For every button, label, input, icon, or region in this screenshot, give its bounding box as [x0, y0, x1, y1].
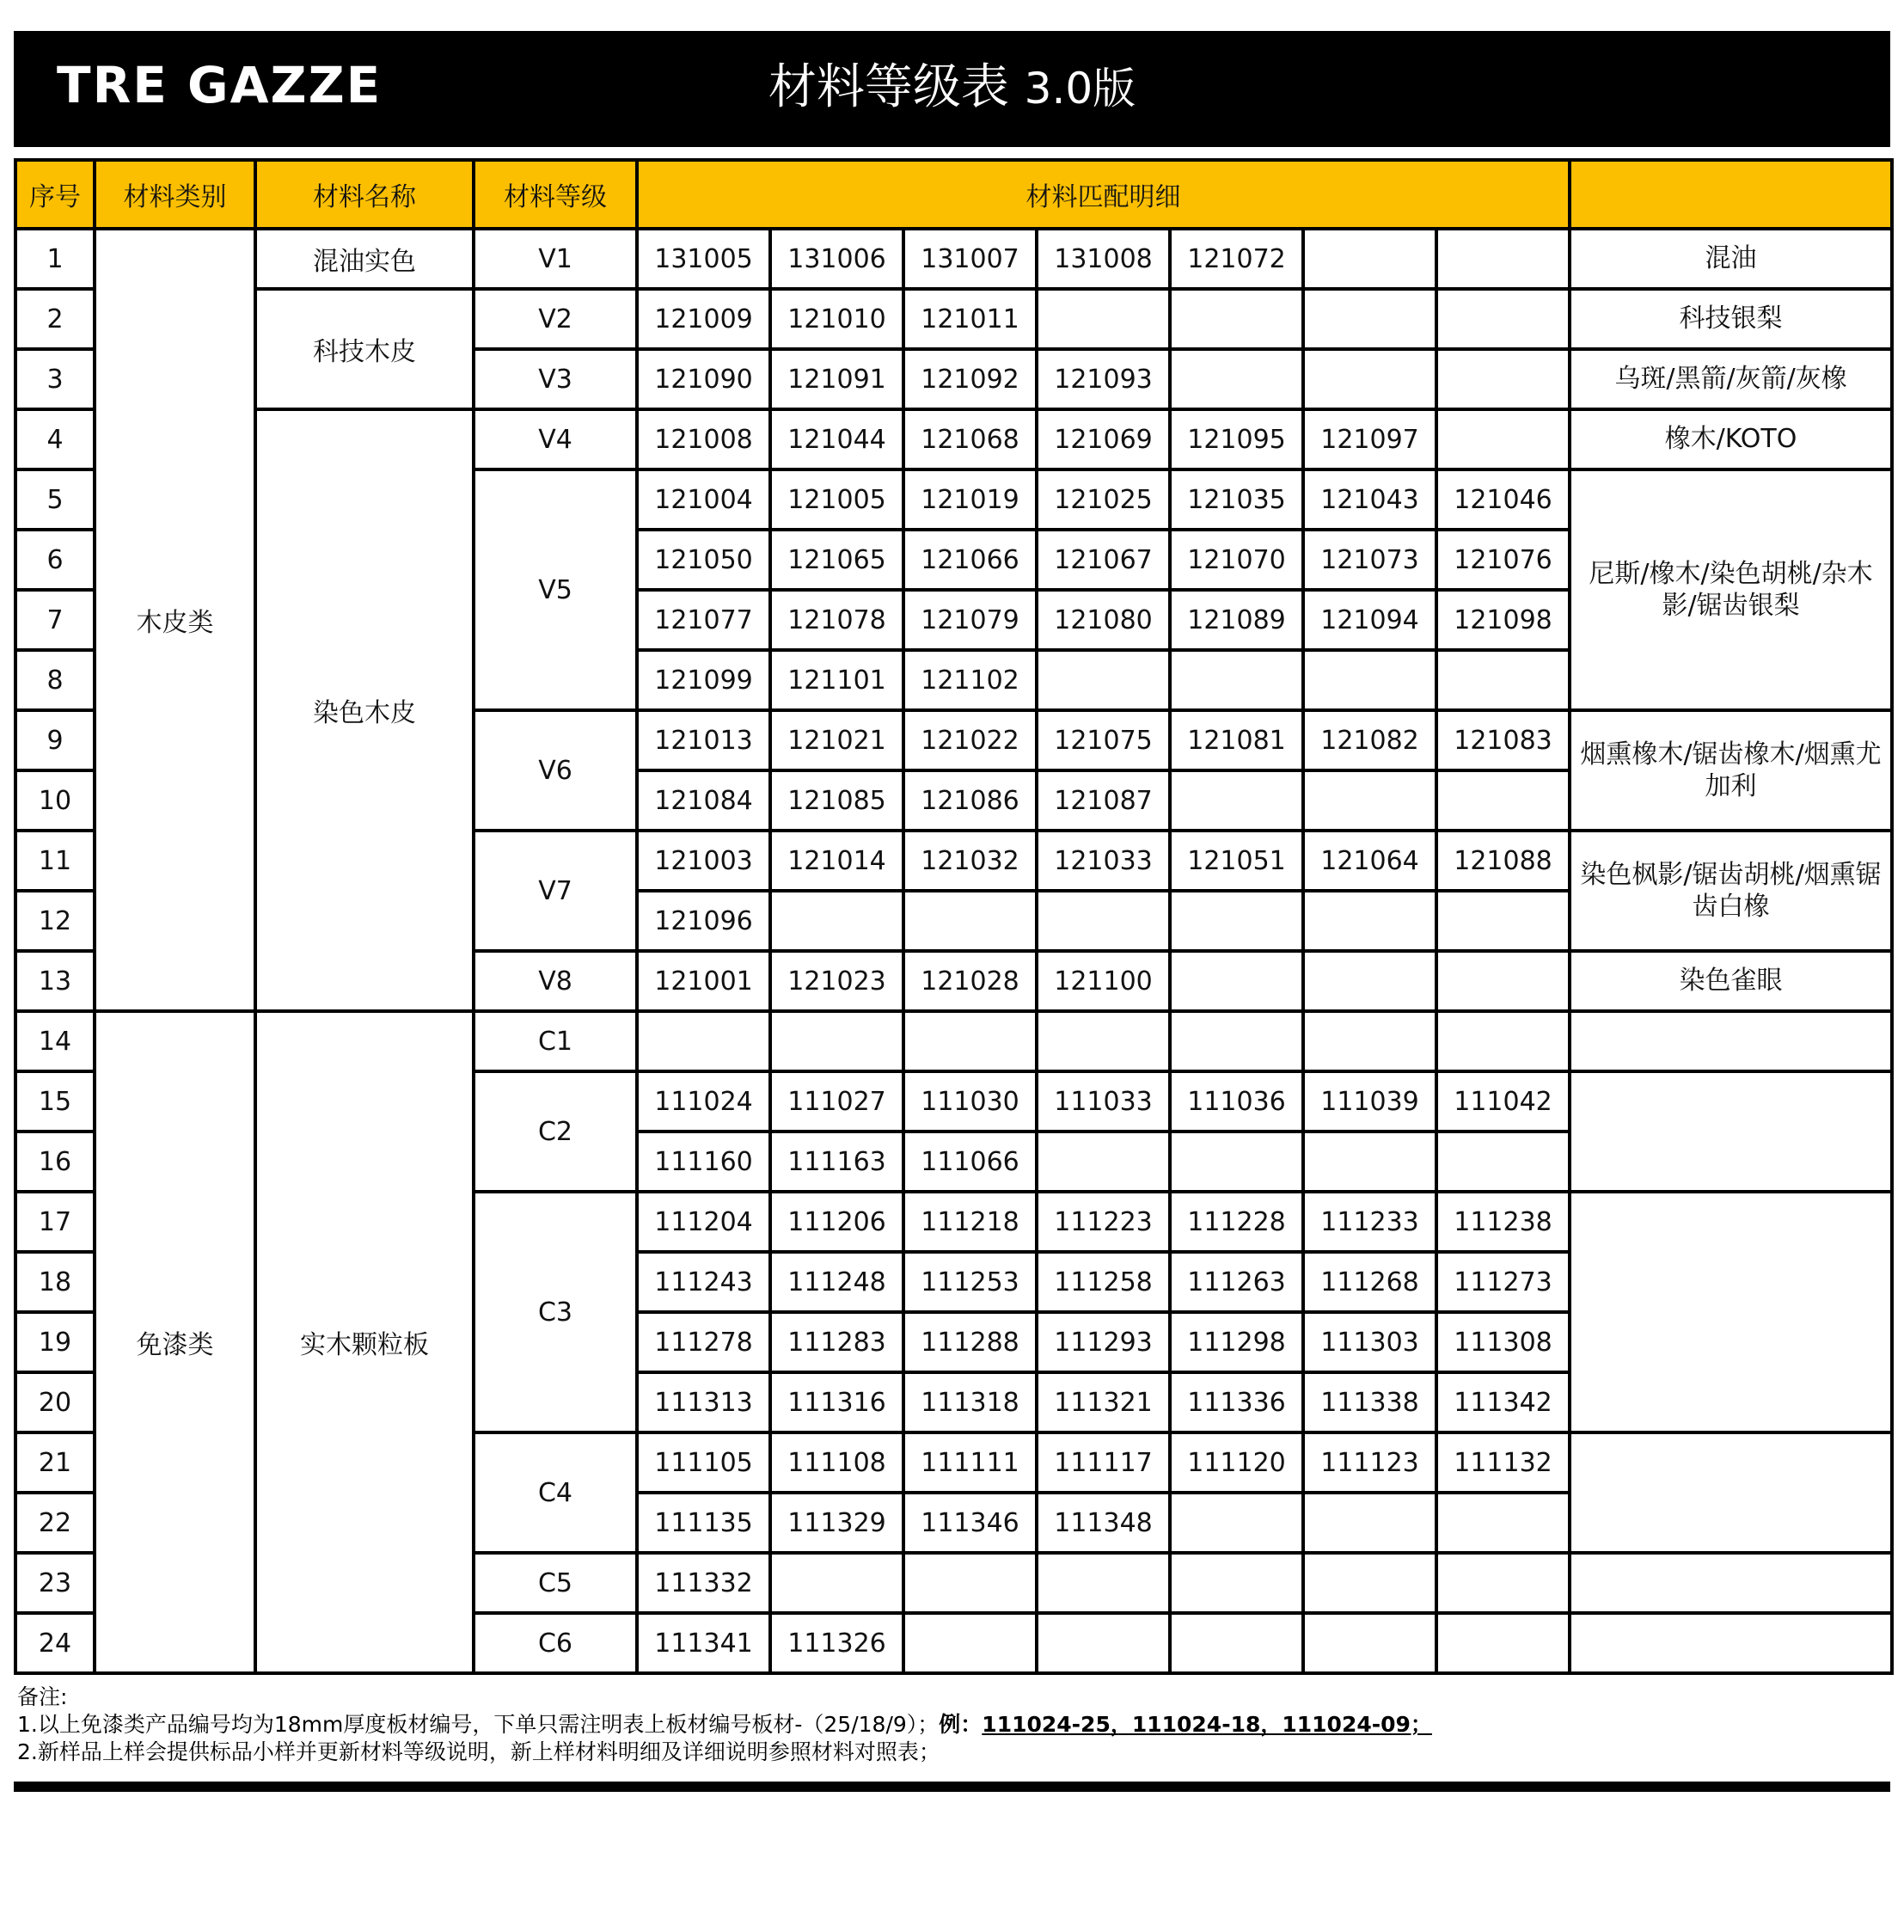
material-code-cell [1170, 1553, 1303, 1613]
material-code-cell [1436, 1613, 1570, 1673]
material-code-cell [1436, 1493, 1570, 1553]
material-code-cell: 111206 [770, 1192, 903, 1252]
row-number: 7 [15, 590, 95, 650]
material-code-cell: 121072 [1170, 229, 1303, 289]
material-code-cell: 111042 [1436, 1071, 1570, 1132]
material-code-cell [1436, 289, 1570, 349]
material-code-cell: 131005 [637, 229, 770, 289]
table-body [15, 229, 1892, 1673]
row-number: 23 [15, 1553, 95, 1613]
note-cell: 乌斑/黑箭/灰箭/灰橡 [1570, 349, 1892, 409]
material-name-cell: 实木颗粒板 [255, 1011, 474, 1673]
material-code-cell: 121009 [637, 289, 770, 349]
grade-cell: V4 [474, 409, 637, 469]
row-number: 12 [15, 891, 95, 951]
material-code-cell: 121046 [1436, 469, 1570, 530]
material-code-cell: 121081 [1170, 710, 1303, 770]
material-code-cell: 121087 [1037, 770, 1170, 831]
row-number: 18 [15, 1252, 95, 1312]
grade-cell: V7 [474, 831, 637, 951]
material-code-cell: 111303 [1303, 1312, 1436, 1372]
material-code-cell: 121092 [903, 349, 1037, 409]
grade-cell: V6 [474, 710, 637, 831]
material-code-cell: 121001 [637, 951, 770, 1011]
material-code-cell: 111204 [637, 1192, 770, 1252]
grade-cell: C3 [474, 1192, 637, 1432]
note-cell: 染色雀眼 [1570, 951, 1892, 1011]
material-code-cell: 121011 [903, 289, 1037, 349]
material-code-cell: 111338 [1303, 1372, 1436, 1432]
material-code-cell: 111308 [1436, 1312, 1570, 1372]
material-code-cell: 121099 [637, 650, 770, 710]
material-code-cell [1303, 891, 1436, 951]
material-code-cell [637, 1011, 770, 1071]
material-code-cell [1037, 1613, 1170, 1673]
material-code-cell: 121080 [1037, 590, 1170, 650]
material-code-cell: 111160 [637, 1132, 770, 1192]
material-code-cell: 111288 [903, 1312, 1037, 1372]
material-code-cell: 121075 [1037, 710, 1170, 770]
header-no: 序号 [15, 160, 95, 229]
material-code-cell: 121019 [903, 469, 1037, 530]
header-category: 材料类别 [95, 160, 255, 229]
note-cell: 橡木/KOTO [1570, 409, 1892, 469]
material-code-cell: 111238 [1436, 1192, 1570, 1252]
material-code-cell: 121032 [903, 831, 1037, 891]
material-code-cell: 111253 [903, 1252, 1037, 1312]
material-code-cell [1436, 650, 1570, 710]
logo-text: TRE GAZZE [57, 56, 383, 114]
material-code-cell: 111346 [903, 1493, 1037, 1553]
material-name-cell: 染色木皮 [255, 409, 474, 1011]
note-cell [1570, 1011, 1892, 1071]
material-code-cell: 111218 [903, 1192, 1037, 1252]
note-cell: 混油 [1570, 229, 1892, 289]
material-code-cell: 121065 [770, 530, 903, 590]
material-code-cell [1303, 770, 1436, 831]
material-code-cell [1303, 1132, 1436, 1192]
material-code-cell: 111030 [903, 1071, 1037, 1132]
table-header-row [15, 160, 1892, 229]
row-number: 5 [15, 469, 95, 530]
material-code-cell: 121069 [1037, 409, 1170, 469]
note-cell: 染色枫影/锯齿胡桃/烟熏锯齿白橡 [1570, 831, 1892, 951]
material-code-cell: 111105 [637, 1432, 770, 1493]
material-code-cell: 121083 [1436, 710, 1570, 770]
material-code-cell: 121023 [770, 951, 903, 1011]
material-code-cell [1303, 650, 1436, 710]
material-code-cell: 111326 [770, 1613, 903, 1673]
material-code-cell [1303, 349, 1436, 409]
note-cell: 尼斯/橡木/染色胡桃/杂木影/锯齿银梨 [1570, 469, 1892, 710]
material-code-cell [770, 891, 903, 951]
material-code-cell [903, 1011, 1037, 1071]
material-code-cell [1170, 1493, 1303, 1553]
header-details: 材料匹配明细 [637, 160, 1570, 229]
material-code-cell: 111342 [1436, 1372, 1570, 1432]
grade-cell: C5 [474, 1553, 637, 1613]
material-code-cell: 121003 [637, 831, 770, 891]
category-cell: 木皮类 [95, 229, 255, 1011]
material-code-cell [1436, 1011, 1570, 1071]
material-code-cell [1436, 229, 1570, 289]
row-number: 22 [15, 1493, 95, 1553]
material-code-cell: 111163 [770, 1132, 903, 1192]
row-number: 11 [15, 831, 95, 891]
material-code-cell [1170, 650, 1303, 710]
material-code-cell: 121093 [1037, 349, 1170, 409]
material-code-cell [1170, 770, 1303, 831]
material-name-cell: 混油实色 [255, 229, 474, 289]
grade-cell: V1 [474, 229, 637, 289]
material-code-cell: 111329 [770, 1493, 903, 1553]
material-code-cell: 121004 [637, 469, 770, 530]
material-code-cell: 121088 [1436, 831, 1570, 891]
remarks [17, 1684, 1883, 1766]
material-code-cell [1170, 1132, 1303, 1192]
material-code-cell: 111033 [1037, 1071, 1170, 1132]
material-code-cell [1037, 1011, 1170, 1071]
material-code-cell: 111321 [1037, 1372, 1170, 1432]
remarks-line-1-text: 1.以上免漆类产品编号均为18mm厚度板材编号，下单只需注明表上板材编号板材-（25/18/9）； [17, 1712, 940, 1737]
material-code-cell: 111293 [1037, 1312, 1170, 1372]
material-code-cell [1436, 891, 1570, 951]
row-number: 20 [15, 1372, 95, 1432]
material-code-cell: 111316 [770, 1372, 903, 1432]
material-code-cell: 111108 [770, 1432, 903, 1493]
material-code-cell: 111341 [637, 1613, 770, 1673]
material-code-cell [1170, 349, 1303, 409]
bottom-rule [14, 1782, 1890, 1792]
material-code-cell: 111123 [1303, 1432, 1436, 1493]
material-code-cell [1436, 1553, 1570, 1613]
row-number: 21 [15, 1432, 95, 1493]
material-code-cell: 111336 [1170, 1372, 1303, 1432]
material-code-cell [1303, 1553, 1436, 1613]
row-number: 6 [15, 530, 95, 590]
material-code-cell: 121079 [903, 590, 1037, 650]
material-code-cell: 121101 [770, 650, 903, 710]
material-code-cell: 111039 [1303, 1071, 1436, 1132]
material-code-cell [1436, 409, 1570, 469]
note-cell [1570, 1553, 1892, 1613]
material-code-cell: 121010 [770, 289, 903, 349]
material-code-cell [1170, 951, 1303, 1011]
material-code-cell: 121095 [1170, 409, 1303, 469]
row-number: 16 [15, 1132, 95, 1192]
grade-cell: C1 [474, 1011, 637, 1071]
material-code-cell: 121064 [1303, 831, 1436, 891]
material-name-cell: 科技木皮 [255, 289, 474, 409]
material-code-cell [1170, 1613, 1303, 1673]
material-code-cell: 111278 [637, 1312, 770, 1372]
material-code-cell: 111258 [1037, 1252, 1170, 1312]
note-cell [1570, 1432, 1892, 1553]
material-code-cell: 121084 [637, 770, 770, 831]
material-code-cell: 111135 [637, 1493, 770, 1553]
note-cell: 科技银梨 [1570, 289, 1892, 349]
material-code-cell: 121094 [1303, 590, 1436, 650]
material-code-cell: 131006 [770, 229, 903, 289]
material-code-cell [1303, 229, 1436, 289]
material-code-cell: 111248 [770, 1252, 903, 1312]
grade-cell: C4 [474, 1432, 637, 1553]
material-code-cell: 111036 [1170, 1071, 1303, 1132]
material-code-cell: 121008 [637, 409, 770, 469]
note-cell [1570, 1192, 1892, 1432]
row-number: 15 [15, 1071, 95, 1132]
note-cell: 烟熏橡木/锯齿橡木/烟熏尤加利 [1570, 710, 1892, 831]
material-code-cell: 111268 [1303, 1252, 1436, 1312]
material-code-cell: 121073 [1303, 530, 1436, 590]
material-code-cell: 121051 [1170, 831, 1303, 891]
material-code-cell: 121025 [1037, 469, 1170, 530]
grade-cell: V8 [474, 951, 637, 1011]
material-code-cell: 131007 [903, 229, 1037, 289]
category-cell: 免漆类 [95, 1011, 255, 1673]
material-code-cell [1037, 1132, 1170, 1192]
remarks-heading: 备注: [17, 1684, 68, 1709]
material-code-cell: 121021 [770, 710, 903, 770]
material-code-cell: 121044 [770, 409, 903, 469]
material-code-cell: 111243 [637, 1252, 770, 1312]
material-code-cell: 111066 [903, 1132, 1037, 1192]
grade-cell: V5 [474, 469, 637, 710]
row-number: 2 [15, 289, 95, 349]
note-cell [1570, 1071, 1892, 1192]
material-code-cell: 111332 [637, 1553, 770, 1613]
grade-cell: V3 [474, 349, 637, 409]
material-code-cell: 121022 [903, 710, 1037, 770]
row-number: 14 [15, 1011, 95, 1071]
material-code-cell [1436, 951, 1570, 1011]
material-code-cell: 121033 [1037, 831, 1170, 891]
grade-cell: C6 [474, 1613, 637, 1673]
header-bar [14, 31, 1890, 147]
grade-cell: V2 [474, 289, 637, 349]
material-grade-table [14, 158, 1894, 1675]
material-code-cell: 121078 [770, 590, 903, 650]
material-code-cell: 111027 [770, 1071, 903, 1132]
material-code-cell: 121102 [903, 650, 1037, 710]
material-code-cell: 111233 [1303, 1192, 1436, 1252]
material-code-cell: 121082 [1303, 710, 1436, 770]
material-code-cell: 121090 [637, 349, 770, 409]
material-code-cell [903, 891, 1037, 951]
row-number: 13 [15, 951, 95, 1011]
material-code-cell: 111318 [903, 1372, 1037, 1432]
material-code-cell [1303, 1011, 1436, 1071]
remarks-line-2: 2.新样品上样会提供标品小样并更新材料等级说明，新上样材料明细及详细说明参照材料对照表； [17, 1739, 940, 1764]
material-code-cell: 111228 [1170, 1192, 1303, 1252]
material-code-cell: 121067 [1037, 530, 1170, 590]
table-row [15, 1011, 1892, 1071]
material-code-cell [1170, 1011, 1303, 1071]
row-number: 4 [15, 409, 95, 469]
material-code-cell [770, 1553, 903, 1613]
title-version: 3.0版 [1024, 64, 1136, 113]
row-number: 3 [15, 349, 95, 409]
material-code-cell: 111120 [1170, 1432, 1303, 1493]
material-code-cell: 121070 [1170, 530, 1303, 590]
material-code-cell: 111132 [1436, 1432, 1570, 1493]
material-code-cell [1303, 289, 1436, 349]
material-code-cell: 121028 [903, 951, 1037, 1011]
page-title [14, 58, 1890, 116]
material-code-cell [1170, 891, 1303, 951]
material-code-cell [1303, 1613, 1436, 1673]
material-code-cell: 121086 [903, 770, 1037, 831]
row-number: 19 [15, 1312, 95, 1372]
material-code-cell: 121066 [903, 530, 1037, 590]
material-code-cell: 121013 [637, 710, 770, 770]
material-code-cell: 121097 [1303, 409, 1436, 469]
row-number: 17 [15, 1192, 95, 1252]
remarks-line-1 [17, 1711, 1883, 1739]
row-number: 8 [15, 650, 95, 710]
row-number: 9 [15, 710, 95, 770]
header-name: 材料名称 [255, 160, 474, 229]
material-code-cell: 111263 [1170, 1252, 1303, 1312]
grade-cell: C2 [474, 1071, 637, 1192]
table-row [15, 409, 1892, 469]
row-number: 1 [15, 229, 95, 289]
material-code-cell [1037, 289, 1170, 349]
material-code-cell: 111117 [1037, 1432, 1170, 1493]
material-code-cell [1037, 891, 1170, 951]
material-code-cell [1170, 289, 1303, 349]
material-code-cell [1303, 1493, 1436, 1553]
table-row [15, 229, 1892, 289]
material-code-cell: 121005 [770, 469, 903, 530]
material-code-cell [1303, 951, 1436, 1011]
material-code-cell: 121014 [770, 831, 903, 891]
material-code-cell: 131008 [1037, 229, 1170, 289]
material-code-cell: 121098 [1436, 590, 1570, 650]
material-code-cell: 111223 [1037, 1192, 1170, 1252]
material-code-cell [1436, 349, 1570, 409]
material-code-cell: 111298 [1170, 1312, 1303, 1372]
material-code-cell: 111313 [637, 1372, 770, 1432]
row-number: 24 [15, 1613, 95, 1673]
material-code-cell: 121100 [1037, 951, 1170, 1011]
material-code-cell: 121068 [903, 409, 1037, 469]
material-code-cell: 121085 [770, 770, 903, 831]
row-number: 10 [15, 770, 95, 831]
header-grade: 材料等级 [474, 160, 637, 229]
material-code-cell: 121043 [1303, 469, 1436, 530]
material-code-cell: 121035 [1170, 469, 1303, 530]
remarks-example-label: 例： [939, 1712, 983, 1737]
material-code-cell: 111283 [770, 1312, 903, 1372]
material-code-cell [1037, 1553, 1170, 1613]
material-code-cell [1436, 770, 1570, 831]
note-cell [1570, 1613, 1892, 1673]
material-code-cell: 121050 [637, 530, 770, 590]
material-code-cell: 111273 [1436, 1252, 1570, 1312]
material-code-cell [770, 1011, 903, 1071]
title-text: 材料等级表 [768, 59, 1009, 115]
material-code-cell [1037, 650, 1170, 710]
material-code-cell: 121096 [637, 891, 770, 951]
remarks-example-codes: 111024-25，111024-18，111024-09； [982, 1712, 1432, 1737]
material-code-cell: 121076 [1436, 530, 1570, 590]
material-code-cell: 121077 [637, 590, 770, 650]
material-code-cell: 121091 [770, 349, 903, 409]
table-row [15, 289, 1892, 349]
material-code-cell: 111111 [903, 1432, 1037, 1493]
material-code-cell: 111024 [637, 1071, 770, 1132]
header-note [1570, 160, 1892, 229]
material-code-cell [1436, 1132, 1570, 1192]
material-code-cell [903, 1613, 1037, 1673]
material-code-cell: 111348 [1037, 1493, 1170, 1553]
material-code-cell: 121089 [1170, 590, 1303, 650]
material-code-cell [903, 1553, 1037, 1613]
